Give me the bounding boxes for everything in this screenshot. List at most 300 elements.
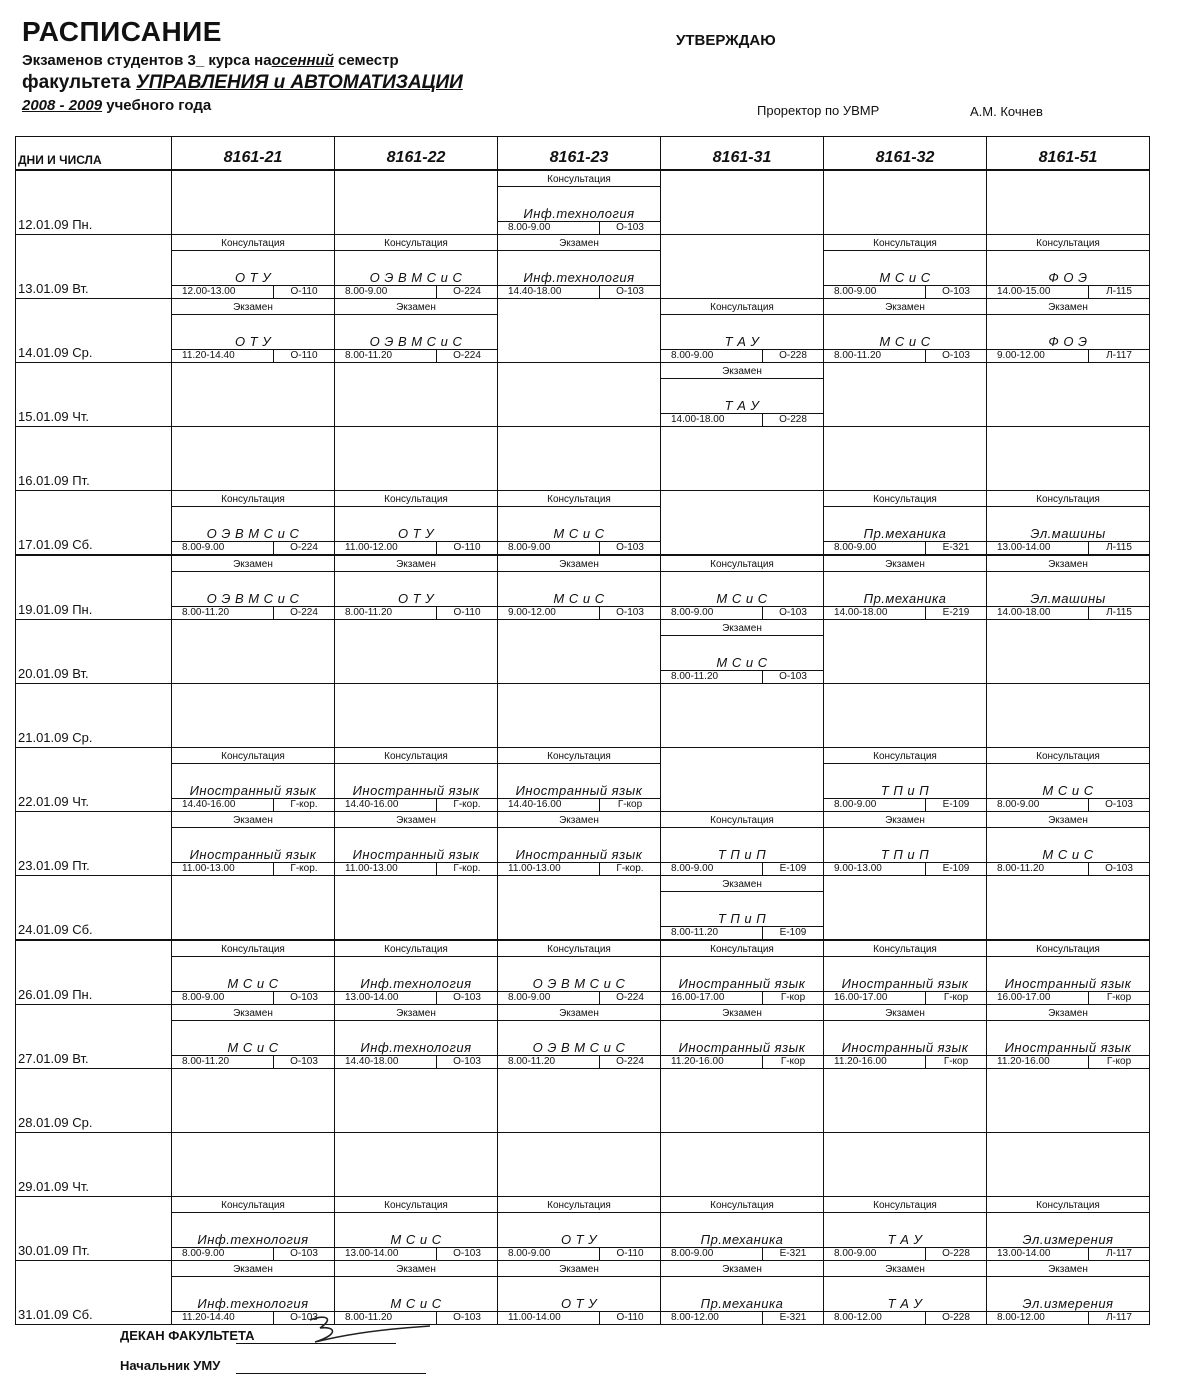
empty-cell [661, 491, 824, 556]
cell-content [661, 878, 823, 939]
event-time: 8.00-12.00 [987, 1312, 1089, 1324]
exam-cell [335, 1005, 498, 1069]
time-room-row [172, 1055, 334, 1068]
event-type: Экзамен [172, 1007, 334, 1021]
cell-content [824, 1007, 986, 1068]
group-header: 8161-31 [661, 137, 824, 171]
day-cell: 28.01.09 Ср. [16, 1069, 172, 1133]
event-room: Г-кор [780, 992, 806, 1003]
event-time: 8.00-11.20 [335, 607, 437, 619]
event-room: О-110 [616, 1312, 644, 1323]
event-room: Л-115 [1106, 286, 1132, 297]
faculty-line [22, 72, 463, 94]
time-room-row [172, 606, 334, 619]
dean-signature [280, 1312, 460, 1352]
cell-content [172, 1007, 334, 1068]
event-time: 8.00-9.00 [498, 222, 600, 234]
table-row [16, 1005, 1150, 1069]
table-row [16, 299, 1150, 363]
event-time: 11.20-14.40 [172, 1312, 274, 1324]
exam-cell [498, 235, 661, 299]
exam-cell [498, 940, 661, 1005]
subject-name: Иностранный язык [515, 847, 643, 862]
event-type: Консультация [661, 301, 823, 315]
subject-name: Т П и П [880, 783, 930, 798]
event-time: 8.00-9.00 [172, 542, 274, 554]
time-room-row [498, 862, 660, 875]
subject-name: Т А У [724, 334, 760, 349]
exam-cell [661, 363, 824, 427]
event-room: О-103 [942, 350, 970, 361]
cell-content [987, 943, 1149, 1004]
subject-name: М С и С [390, 1296, 442, 1311]
event-room: Е-109 [779, 863, 807, 874]
table-row [16, 555, 1150, 620]
event-type: Экзамен [987, 301, 1149, 315]
group-header: 8161-21 [172, 137, 335, 171]
exam-cell [987, 299, 1150, 363]
event-time: 8.00-12.00 [824, 1312, 926, 1324]
event-time: 8.00-11.20 [172, 1056, 274, 1068]
empty-cell [335, 1133, 498, 1197]
time-room-row [824, 991, 986, 1004]
empty-cell [172, 1133, 335, 1197]
time-room-row [498, 221, 660, 234]
event-type: Экзамен [335, 301, 497, 315]
event-type: Консультация [987, 493, 1149, 507]
time-room-row [498, 541, 660, 554]
cell-content [987, 1263, 1149, 1324]
event-type: Консультация [172, 750, 334, 764]
empty-cell [824, 1069, 987, 1133]
exam-cell [824, 235, 987, 299]
event-time: 9.00-12.00 [987, 350, 1089, 362]
time-room-row [824, 798, 986, 811]
subject-name: Иностранный язык [678, 1040, 806, 1055]
subject-name: О Э В М С и С [532, 1040, 626, 1055]
cell-content [661, 558, 823, 619]
exam-cell [335, 940, 498, 1005]
exam-cell [987, 1005, 1150, 1069]
empty-cell [498, 876, 661, 941]
exam-cell [172, 491, 335, 556]
subtitle-text: Экзаменов студентов 3_ курса на [22, 52, 272, 69]
day-cell: 17.01.09 Сб. [16, 491, 172, 556]
table-row [16, 684, 1150, 748]
exam-cell [987, 491, 1150, 556]
subject-name: Иностранный язык [678, 976, 806, 991]
empty-cell [987, 363, 1150, 427]
event-room: О-110 [290, 350, 318, 361]
event-room: Г-кор. [290, 799, 318, 810]
table-row [16, 491, 1150, 556]
exam-cell [824, 1197, 987, 1261]
event-room: Л-117 [1106, 1312, 1132, 1323]
day-cell: 22.01.09 Чт. [16, 748, 172, 812]
event-time: 11.00-13.00 [172, 863, 274, 875]
exam-cell [172, 1197, 335, 1261]
empty-cell [661, 427, 824, 491]
subject-name: Т А У [887, 1232, 923, 1247]
event-room: О-110 [453, 607, 481, 618]
exam-cell [661, 940, 824, 1005]
empty-cell [335, 427, 498, 491]
exam-cell [498, 1005, 661, 1069]
time-room-row [172, 541, 334, 554]
schedule-body [16, 170, 1150, 1325]
event-time: 14.00-18.00 [987, 607, 1089, 619]
exam-cell [172, 299, 335, 363]
empty-cell [661, 170, 824, 235]
exam-cell [987, 555, 1150, 620]
event-type: Экзамен [661, 365, 823, 379]
subject-name: О Т У [234, 270, 272, 285]
subject-name: О Э В М С и С [206, 591, 300, 606]
empty-cell [335, 620, 498, 684]
cell-content [498, 1007, 660, 1068]
event-time: 11.00-13.00 [335, 863, 437, 875]
time-room-row [498, 1055, 660, 1068]
event-time: 8.00-9.00 [498, 1248, 600, 1260]
exam-cell [498, 1261, 661, 1325]
event-time: 8.00-11.20 [824, 350, 926, 362]
table-row [16, 940, 1150, 1005]
exam-cell [824, 1261, 987, 1325]
event-room: Г-кор. [453, 799, 481, 810]
empty-cell [987, 170, 1150, 235]
time-room-row [172, 991, 334, 1004]
event-room: О-228 [779, 414, 807, 425]
time-room-row [661, 991, 823, 1004]
event-time: 11.00-14.00 [498, 1312, 600, 1324]
event-type: Экзамен [172, 1263, 334, 1277]
empty-cell [335, 170, 498, 235]
exam-cell [335, 299, 498, 363]
exam-cell [824, 491, 987, 556]
day-cell: 13.01.09 Вт. [16, 235, 172, 299]
approval-label: УТВЕРЖДАЮ [676, 32, 776, 49]
subject-name: О Т У [397, 526, 435, 541]
subject-name: Т А У [887, 1296, 923, 1311]
event-type: Экзамен [498, 1007, 660, 1021]
subject-name: Иностранный язык [515, 783, 643, 798]
cell-content [987, 301, 1149, 362]
exam-cell [661, 876, 824, 941]
cell-content [824, 814, 986, 875]
event-room: Л-117 [1106, 350, 1132, 361]
exam-cell [661, 1005, 824, 1069]
empty-cell [172, 427, 335, 491]
event-time: 9.00-13.00 [824, 863, 926, 875]
subject-name: О Э В М С и С [206, 526, 300, 541]
exam-cell [661, 299, 824, 363]
empty-cell [172, 170, 335, 235]
cell-content [335, 1199, 497, 1260]
empty-cell [661, 235, 824, 299]
event-type: Экзамен [824, 1007, 986, 1021]
empty-cell [987, 1069, 1150, 1133]
event-room: О-224 [453, 286, 481, 297]
day-column-header: ДНИ И ЧИСЛА [16, 137, 172, 171]
time-room-row [987, 541, 1149, 554]
day-cell: 23.01.09 Пт. [16, 812, 172, 876]
event-time: 12.00-13.00 [172, 286, 274, 298]
event-room: Г-кор [1106, 992, 1132, 1003]
year-line [22, 97, 211, 114]
table-row [16, 1197, 1150, 1261]
subject-name: Инф.технология [360, 976, 472, 991]
empty-cell [824, 876, 987, 941]
event-room: Е-109 [942, 863, 970, 874]
empty-cell [661, 1133, 824, 1197]
event-room: О-228 [942, 1312, 970, 1323]
subject-name: Иностранный язык [189, 847, 317, 862]
empty-cell [824, 620, 987, 684]
time-room-row [824, 606, 986, 619]
empty-cell [172, 876, 335, 941]
event-time: 16.00-17.00 [661, 992, 763, 1004]
day-cell: 26.01.09 Пн. [16, 940, 172, 1005]
cell-content [661, 1007, 823, 1068]
cell-content [498, 1263, 660, 1324]
exam-cell [172, 1005, 335, 1069]
event-type: Экзамен [498, 1263, 660, 1277]
exam-cell [172, 235, 335, 299]
empty-cell [987, 876, 1150, 941]
subject-name: О Т У [397, 591, 435, 606]
faculty-name: УПРАВЛЕНИЯ и АВТОМАТИЗАЦИИ [135, 72, 463, 93]
exam-cell [335, 555, 498, 620]
time-room-row [824, 1055, 986, 1068]
subtitle-text-end: семестр [333, 52, 399, 69]
dean-label: ДЕКАН ФАКУЛЬТЕТА [120, 1328, 255, 1343]
event-time: 8.00-9.00 [987, 799, 1089, 811]
umu-signature-line [236, 1373, 426, 1374]
table-row [16, 427, 1150, 491]
subject-name: М С и С [716, 655, 768, 670]
table-row [16, 235, 1150, 299]
event-type: Консультация [987, 1199, 1149, 1213]
event-time: 16.00-17.00 [824, 992, 926, 1004]
event-time: 8.00-9.00 [661, 607, 763, 619]
exam-cell [824, 299, 987, 363]
event-room: О-110 [290, 286, 318, 297]
subject-name: Т П и П [880, 847, 930, 862]
subject-name: Иностранный язык [352, 847, 480, 862]
event-time: 8.00-9.00 [824, 799, 926, 811]
subject-name: Иностранный язык [841, 1040, 969, 1055]
event-type: Консультация [661, 558, 823, 572]
event-type: Консультация [172, 493, 334, 507]
event-room: Е-321 [779, 1248, 807, 1259]
event-time: 8.00-9.00 [498, 992, 600, 1004]
day-cell: 14.01.09 Ср. [16, 299, 172, 363]
event-room: Е-321 [779, 1312, 807, 1323]
cell-content [661, 1199, 823, 1260]
table-row [16, 748, 1150, 812]
event-room: Г-кор. [290, 863, 318, 874]
event-type: Консультация [498, 943, 660, 957]
event-time: 16.00-17.00 [987, 992, 1089, 1004]
subject-name: Инф.технология [523, 270, 635, 285]
umu-label: Начальник УМУ [120, 1358, 221, 1373]
event-type: Экзамен [172, 301, 334, 315]
event-type: Консультация [335, 237, 497, 251]
subject-name: Пр.механика [863, 526, 947, 541]
empty-cell [498, 299, 661, 363]
event-type: Экзамен [335, 1007, 497, 1021]
group-header: 8161-23 [498, 137, 661, 171]
time-room-row [335, 606, 497, 619]
event-type: Экзамен [987, 814, 1149, 828]
event-type: Консультация [498, 173, 660, 187]
time-room-row [987, 798, 1149, 811]
subject-name: М С и С [227, 1040, 279, 1055]
event-type: Экзамен [661, 878, 823, 892]
event-type: Консультация [987, 750, 1149, 764]
event-room: О-103 [1105, 863, 1133, 874]
event-time: 8.00-11.20 [335, 1312, 437, 1324]
empty-cell [987, 1133, 1150, 1197]
cell-content [498, 750, 660, 811]
event-type: Экзамен [335, 1263, 497, 1277]
event-room: О-224 [616, 992, 644, 1003]
event-time: 14.40-18.00 [335, 1056, 437, 1068]
event-type: Консультация [824, 1199, 986, 1213]
event-type: Консультация [824, 493, 986, 507]
event-room: О-110 [616, 1248, 644, 1259]
faculty-label: факультета [22, 72, 136, 93]
exam-cell [661, 1261, 824, 1325]
event-time: 13.00-14.00 [987, 542, 1089, 554]
subject-name: О Т У [234, 334, 272, 349]
time-room-row [987, 285, 1149, 298]
empty-cell [824, 363, 987, 427]
event-type: Экзамен [498, 558, 660, 572]
event-room: О-103 [616, 222, 644, 233]
event-time: 8.00-9.00 [824, 286, 926, 298]
empty-cell [498, 427, 661, 491]
empty-cell [498, 1069, 661, 1133]
exam-cell [824, 940, 987, 1005]
academic-year: 2008 - 2009 [22, 97, 103, 114]
event-type: Консультация [498, 750, 660, 764]
subject-name: Т П и П [717, 911, 767, 926]
prorector-name: А.М. Кочнев [970, 104, 1043, 119]
event-type: Экзамен [824, 558, 986, 572]
semester-name: осенний [271, 52, 334, 69]
time-room-row [987, 1311, 1149, 1324]
exam-cell [661, 1197, 824, 1261]
subject-name: Иностранный язык [1004, 976, 1132, 991]
day-cell: 24.01.09 Сб. [16, 876, 172, 941]
cell-content [987, 750, 1149, 811]
group-header: 8161-32 [824, 137, 987, 171]
event-time: 8.00-9.00 [498, 542, 600, 554]
exam-cell [498, 812, 661, 876]
exam-cell [824, 812, 987, 876]
subject-name: Иностранный язык [189, 783, 317, 798]
time-room-row [498, 1247, 660, 1260]
event-time: 11.20-14.40 [172, 350, 274, 362]
time-room-row [498, 991, 660, 1004]
table-row [16, 170, 1150, 235]
cell-content [824, 943, 986, 1004]
event-room: О-228 [779, 350, 807, 361]
event-room: О-103 [779, 607, 807, 618]
cell-content [498, 1199, 660, 1260]
cell-content [498, 814, 660, 875]
time-room-row [498, 285, 660, 298]
event-room: Г-кор [780, 1056, 806, 1067]
event-type: Экзамен [661, 622, 823, 636]
cell-content [172, 943, 334, 1004]
cell-content [335, 558, 497, 619]
cell-content [824, 1263, 986, 1324]
exam-cell [498, 1197, 661, 1261]
subject-name: Пр.механика [863, 591, 947, 606]
event-time: 9.00-12.00 [498, 607, 600, 619]
event-time: 11.20-16.00 [661, 1056, 763, 1068]
event-type: Экзамен [335, 558, 497, 572]
event-room: Г-кор. [453, 863, 481, 874]
subject-name: Инф.технология [197, 1296, 309, 1311]
subject-name: М С и С [390, 1232, 442, 1247]
day-cell: 12.01.09 Пн. [16, 170, 172, 235]
time-room-row [661, 1311, 823, 1324]
cell-content [987, 1199, 1149, 1260]
time-room-row [172, 349, 334, 362]
cell-content [335, 301, 497, 362]
empty-cell [498, 684, 661, 748]
cell-content [661, 622, 823, 683]
exam-cell [987, 748, 1150, 812]
event-type: Консультация [498, 1199, 660, 1213]
event-room: О-224 [290, 542, 318, 553]
table-row [16, 363, 1150, 427]
empty-cell [987, 620, 1150, 684]
day-cell: 20.01.09 Вт. [16, 620, 172, 684]
event-time: 14.00-15.00 [987, 286, 1089, 298]
event-time: 11.00-12.00 [335, 542, 437, 554]
subject-name: Инф.технология [523, 206, 635, 221]
event-room: О-103 [616, 607, 644, 618]
day-cell: 16.01.09 Пт. [16, 427, 172, 491]
empty-cell [335, 1069, 498, 1133]
group-header: 8161-22 [335, 137, 498, 171]
day-cell: 15.01.09 Чт. [16, 363, 172, 427]
exam-cell [824, 1005, 987, 1069]
event-time: 8.00-11.20 [172, 607, 274, 619]
event-time: 8.00-9.00 [661, 350, 763, 362]
event-room: О-103 [616, 542, 644, 553]
time-room-row [335, 349, 497, 362]
cell-content [335, 1007, 497, 1068]
cell-content [172, 1199, 334, 1260]
prorector-title: Проректор по УВМР [757, 103, 880, 118]
event-type: Консультация [824, 237, 986, 251]
time-room-row [661, 926, 823, 939]
cell-content [335, 493, 497, 554]
subject-name: Ф О Э [1048, 334, 1088, 349]
event-room: О-103 [616, 286, 644, 297]
subject-name: Т П и П [717, 847, 767, 862]
time-room-row [661, 413, 823, 426]
subject-name: М С и С [879, 334, 931, 349]
time-room-row [172, 862, 334, 875]
event-room: Е-321 [942, 542, 970, 553]
time-room-row [498, 1311, 660, 1324]
